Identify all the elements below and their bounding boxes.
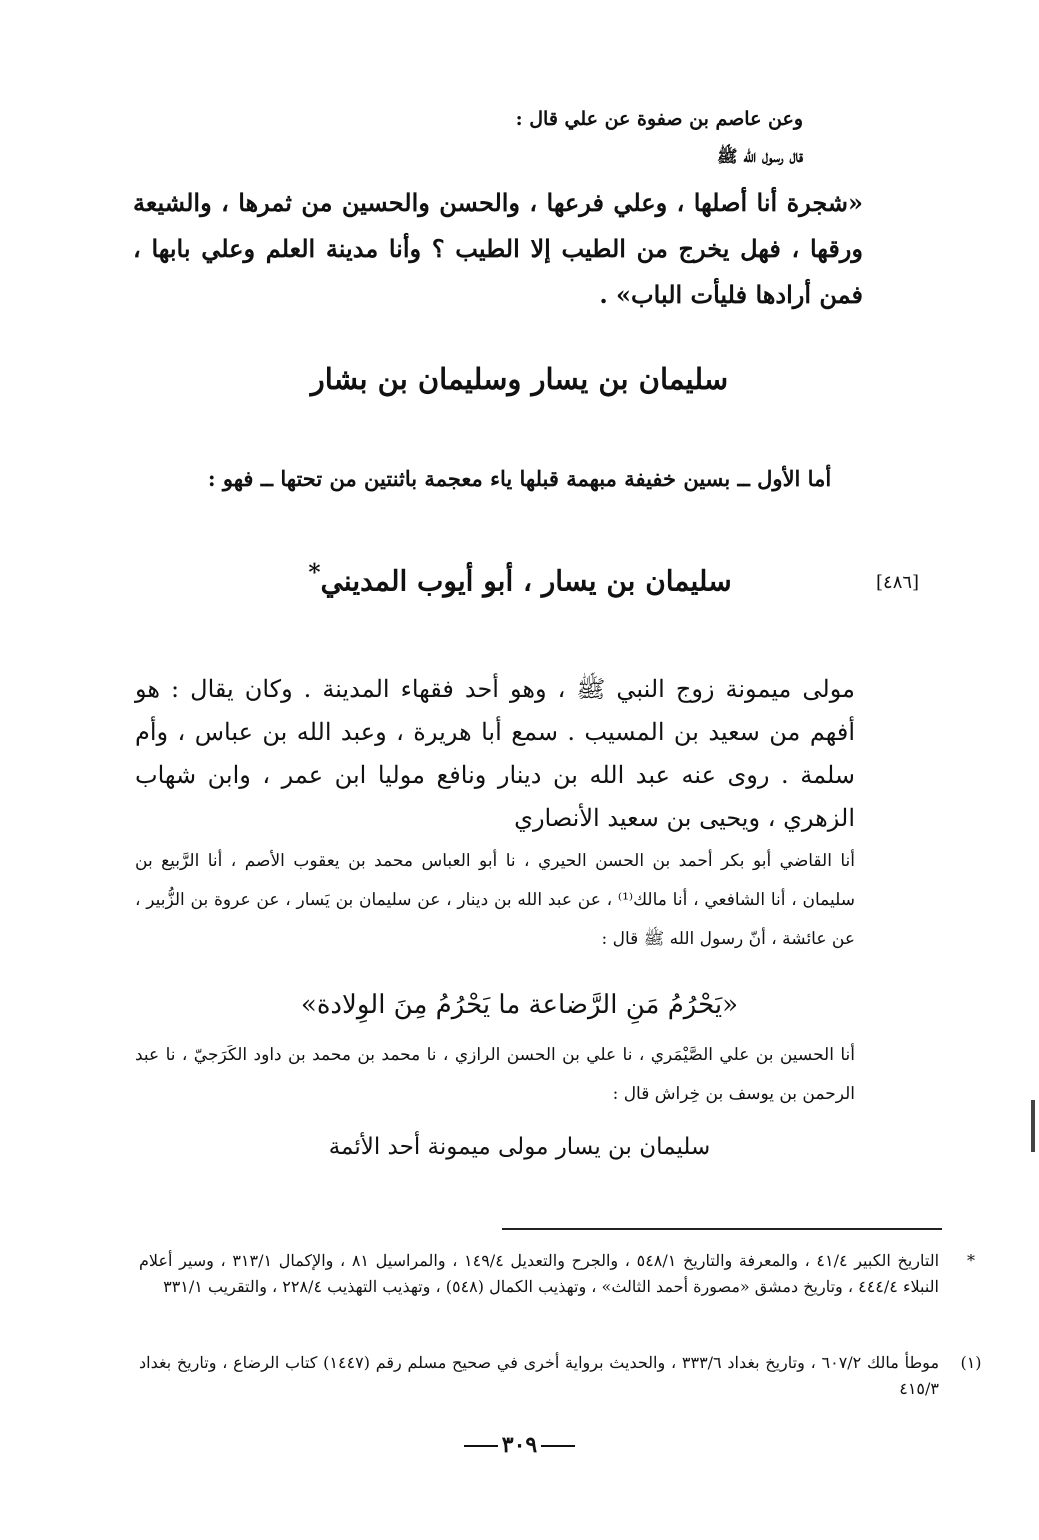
page-number-dash [541, 1445, 575, 1447]
section-title: سليمان بن يسار وسليمان بن بشار [310, 362, 729, 396]
footnote-one [139, 1350, 982, 1402]
hadith-paragraph: «شجرة أنا أصلها ، وعلي فرعها ، والحسن والحسين من ثمرها ، والشيعة ورقها ، فهل يخرج من الطيب إلا الطيب ؟ وأنا مدينة العلم وعلي بابها ، فمن أرادها فليأت الباب» . [133, 188, 863, 309]
entry-title-text: سليمان بن يسار ، أبو أيوب المديني [320, 564, 732, 598]
footnote-mark: (١) [960, 1353, 982, 1372]
closing-statement: سليمان بن يسار مولى ميمونة أحد الأئمة [328, 1134, 711, 1160]
hadith-text: «يَحْرُمُ مَنِ الرَّضاعة ما يَحْرُمُ مِنَ الوِلادة» [300, 990, 739, 1020]
section-subtitle: أما الأول ــ بسين خفيفة مبهمة قبلها ياء معجمة باثنتين من تحتها ــ فهو : [207, 466, 832, 491]
entry-biography: مولى ميمونة زوج النبي ﷺ ، وهو أحد فقهاء المدينة . وكان يقال : هو أفهم من سعيد بن المسيب . سمع أبا هريرة ، وعبد الله بن عباس ، وأم سلمة . روى عنه عبد الله بن دينار ونافع موليا ابن عمر ، وابن شهاب الزهري ، ويحيى بن سعيد الأنصاري [135, 675, 855, 832]
page-number-dash [464, 1445, 498, 1447]
page-number-text: ٣٠٩ [501, 1432, 538, 1458]
isnad-second: أنا الحسين بن علي الصَّيْمَري ، نا علي بن الحسن الرازي ، نا محمد بن محمد بن داود الكَرَجيّ ، نا عبد الرحمن بن يوسف بن خِراش قال : [135, 1045, 855, 1104]
isnad-first: أنا القاضي أبو بكر أحمد بن الحسن الحيري ، نا أبو العباس محمد بن يعقوب الأصم ، أنا الرَّبيع بن سليمان ، أنا الشافعي ، أنا مالك⁽¹⁾ ، عن عبد الله بن دينار ، عن سليمان بن يَسار ، عن عروة بن الزُّبير ، عن عائشة ، أنّ رسول الله ﷺ قال : [135, 851, 855, 949]
narration-intro: وعن عاصم بن صفوة عن علي قال : [515, 108, 803, 130]
page-number [0, 1432, 1039, 1458]
footnote-mark: * [967, 1251, 975, 1270]
narration-prophet-saying: قال رسول الله ﷺ [716, 147, 803, 167]
footnote-sources [139, 1248, 975, 1300]
page-edge-mark [1031, 1100, 1035, 1152]
entry-title [20, 558, 1020, 597]
footnote-text: التاريخ الكبير ٤١/٤ ، والمعرفة والتاريخ ٥٤٨/١ ، والجرح والتعديل ١٤٩/٤ ، والمراسيل ٨١ ، والإكمال ٣١٣/١ ، وسير أعلام النبلاء ٤٤٤/٤ ، وتاريخ دمشق «مصورة أحمد الثالث» ، وتهذيب الكمال (٥٤٨) ، وتهذيب التهذيب ٢٢٨/٤ ، والتقريب ٣٣١/١ [139, 1251, 940, 1296]
entry-number: [٤٨٦] [876, 572, 920, 593]
footnote-text: موطأ مالك ٦٠٧/٢ ، وتاريخ بغداد ٣٣٣/٦ ، والحديث برواية أخرى في صحيح مسلم رقم (١٤٤٧) كتاب الرضاع ، وتاريخ بغداد ٤١٥/٣ [139, 1353, 940, 1398]
footnote-divider [502, 1228, 942, 1230]
entry-title-footnote-mark: * [308, 558, 321, 586]
